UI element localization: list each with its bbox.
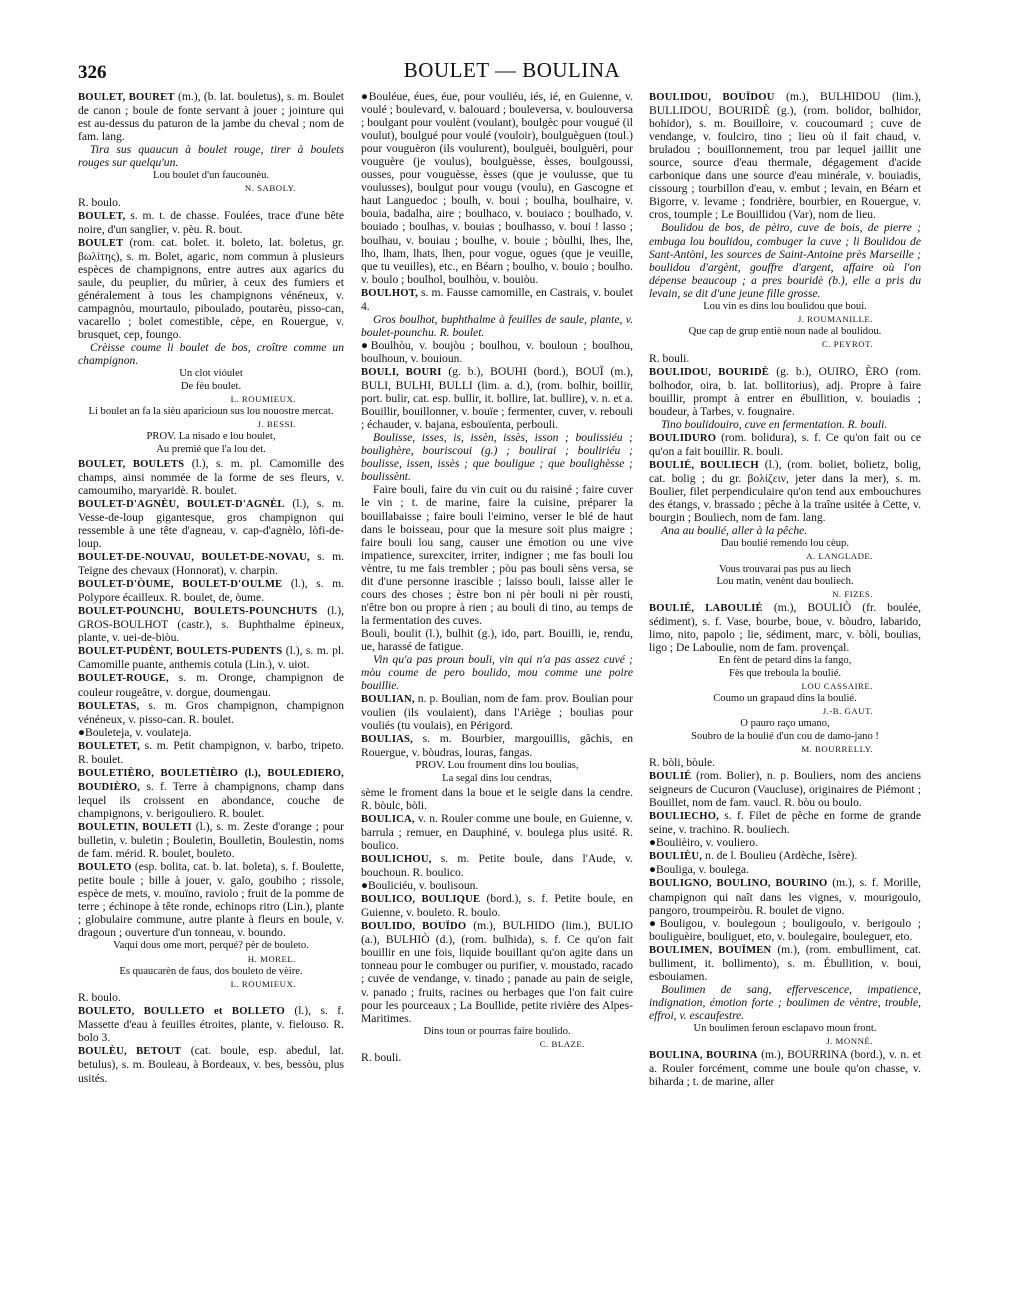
dictionary-entry (78, 457, 344, 497)
entry-definition: (cat. boule, esp. abedul, lat. betulus), s. m. Bouleau, à Bordeaux, v. bes, bessòu, plus usités. (78, 1044, 344, 1085)
column-1 (78, 90, 344, 1085)
example-text (649, 983, 921, 1022)
entry-headword: BOULETO, BOULLETO et BOLLETO (78, 1006, 285, 1018)
entry-definition: (m.), BULHIDOU (lim.), BULLIDOU, BOURIDÈ (g.), (rom. bolidor, bolhidor, bohidor), s. m. Bouilloire, v. coucoumard ; cuve de vendange, v. foulciro, tino ; lieu où il fait chaud, v. bruladou ; bouillonnement, trou par lequel jaillit une source, source d'eau thermale, dégagement d'acide carbonique dans une source d'eau minérale, v. bouiadis, cissourg ; tourbillon d'eau, v. embut ; levain, en Béarn et Bigorre, v. levame ; fondrière, bourbier, en Rouergue, v. cros, toumple ; Le Bouillidou (Var), nom de lieu. (649, 90, 921, 222)
example-text (361, 431, 633, 483)
quotation-line: Un boulimen feroun esclapavo moun front. (693, 1022, 877, 1034)
entry-definition: (m.), BULHIDO (lim.), BULIO (a.), BULHIÒ (d.), (rom. bulhida), s. f. Ce qu'on fait bouillir en une fois, liquide bouillant qu'on agite dans un tonneau pour le combuger ou purifier, v. moustado, racado ; cuvée de vendange, v. tinado ; panade au pain de seigle, v. panado ; fruits, racines ou herbages que l'on fait cuire pour les pourceaux ; La Boullide, petite rivière des Alpes-Maritimes. (361, 919, 633, 1025)
quotation-source: N. FIZES. (832, 589, 873, 600)
entry-headword: BOULETIÈRO, BOULETIÈIRO (l.), BOULEDIERO, BOUDIÈRO, (78, 767, 344, 793)
entry-headword: BOULET-ROUGE, (78, 673, 169, 685)
quotation (649, 564, 921, 601)
quotation-source: J.-B. GAUT. (822, 706, 873, 717)
dictionary-entry (361, 339, 633, 365)
entry-definition: (m.), (b. lat. bouletus), s. m. Boulet de canon ; boule de fonte servant à jouer ; jointure qui est au-dessus du paturon de la jambe du cheval ; nom de fam. lang. (78, 90, 344, 144)
entry-text: R. boulo. (78, 991, 121, 1005)
quotation-line: En fènt de petard dins la fango, (718, 655, 852, 667)
entry-definition: s. f. Filet de pêche en forme de grande seine, v. trachino. R. bouliech. (649, 809, 921, 837)
quotation-line: Lou vin es dins lou boulidou que boui. (703, 300, 867, 312)
quotation (649, 326, 921, 350)
entry-definition: (l.), s. m. pl. Camomille des champs, ainsi nommée de la forme de ses fleurs, v. camoumiho, maryaridè. R. boulet. (78, 456, 344, 497)
dictionary-entry (78, 820, 344, 860)
quotation-source: J. BESSI. (257, 419, 296, 430)
entry-definition: n. p. Boulian, nom de fam. prov. Boulian pour voulien (ils voulaient), dans l'Ariège ; boulias pour vouliés (tu voulais), en Périgord. (361, 692, 633, 733)
entry-definition: s. m. Teigne des chevaux (Honnorat), v. charpin. (78, 550, 344, 578)
dictionary-entry (78, 90, 344, 143)
entry-headword: BOULET (78, 237, 124, 249)
entry-headword: BOULET-D'AGNÈU, BOULET-D'AGNÈL (78, 498, 285, 510)
entry-headword: BOULIAN, (361, 694, 415, 706)
entry-headword: BOULIDOU, BOURIDÈ (649, 366, 770, 378)
quotation (78, 406, 344, 430)
quotation-line: Vaqui dous ome mort, perqué? pèr de bouleto. (113, 940, 309, 952)
entry-text: R. boulo. (78, 195, 121, 209)
entry-definition: (m.), BOULIÒ (fr. boulée, sédiment), s. f. Vase, bourbe, boue, v. bòudro, labarido, limo, nito, papolo ; lie, sédiment, marc, v. bòli, boulias, ligo ; De Laboulie, nom de fam. provençal. (649, 601, 921, 655)
entry-headword: BOULIAS, (361, 734, 413, 746)
quotation (649, 718, 921, 755)
entry-definition: s. m. Bourbier, margouillis, gâchis, en Rouergue, v. bòudras, louras, fangas. (361, 732, 633, 760)
entry-headword: BOULIDOU, BOUÏDOU (649, 92, 775, 103)
dictionary-entry (649, 876, 921, 916)
entry-headword: BOULIDURO (649, 432, 717, 444)
entry-definition: (rom. bolidura), s. f. Ce qu'on fait ou ce qu'on a fait bouillir. R. bouli. (649, 430, 921, 458)
quotation-line: Que cap de grup entiè noun nade al boulidou. (688, 326, 882, 338)
entry-text: Vin qu'a pas proun bouli, vin qui n'a pas assez cuvé ; mòu coume de pero boulido, mou comme une poire bouillie. (361, 653, 633, 693)
entry-text: sème le froment dans la boue et le seigle dans la cendre. R. bòulc, bòli. (361, 785, 633, 812)
dictionary-entry (361, 732, 633, 759)
example-text (649, 418, 921, 431)
entry-definition: s. m. Fausse camomille, en Castrais, v. boulet 4. (361, 285, 633, 313)
dictionary-entry (649, 352, 921, 365)
example-text (649, 524, 921, 537)
entry-text: R. bouli. (361, 1051, 402, 1065)
dictionary-entry (649, 836, 921, 849)
example-text (361, 313, 633, 339)
entry-headword: BOULET-D'ÒUME, BOULET-D'OULME (78, 579, 283, 591)
entry-text: ●Bouligou, v. boulegoun ; bouligoulo, v. berigoulo ; bouliguèire, bouliguet, eto, v. boulegaire, boulegueт, eto. (649, 916, 921, 943)
entry-definition: (l.), GROS-BOULHOT (castr.), s. Buphthalme épineux, plante, v. uei-de-biòu. (78, 604, 345, 645)
example-text (361, 653, 633, 692)
entry-headword: BOULHOT, (361, 287, 419, 299)
quotation-source: N. SABOLY. (244, 183, 296, 194)
entry-headword: BOULIECHO, (649, 811, 719, 823)
quotation-source: J. ROUMANILLE. (797, 313, 873, 324)
dictionary-entry (649, 917, 921, 943)
running-head: BOULET — BOULINA (403, 58, 621, 82)
entry-text: ●Boulièiro, v. vouliero. (649, 836, 758, 850)
dictionary-entry (78, 236, 344, 341)
entry-definition: (bord.), s. f. Petite boule, en Guienne, v. bouleto. R. boulo. (361, 892, 633, 920)
entry-definition: n. de l. Boulieu (Ardèche, Isère). (702, 849, 858, 863)
dictionary-entry (78, 1044, 344, 1084)
entry-definition: (g. b.), OUIRO, ÈRO (rom. bolhodor, oira, b. lat. bollitorius), adj. Propre à faire bouillir, prompt à entrer en ébullition, v. bouiadis ; boudeur, à Tarbes, v. fougnaire. (649, 364, 921, 418)
entry-text: Tira sus quaucun à boulet rouge, tirer à boulets rouges sur quelqu'un. (78, 143, 344, 170)
dictionary-entry (78, 644, 344, 671)
quotation (649, 655, 921, 692)
quotation-source: A. LANGLADE. (806, 551, 873, 562)
dictionary-entry (361, 365, 633, 431)
dictionary-entry (361, 892, 633, 919)
quotation (649, 301, 921, 325)
entry-headword: BOULIÉ, BOULIECH (649, 459, 759, 471)
entry-definition: (m.), BOURRINA (bord.), v. n. et a. Rouler forcément, comme une boule qu'on chasse, v. biharda ; t. de marine, aller (649, 1048, 921, 1089)
dictionary-entry (78, 671, 344, 698)
quotation (649, 693, 921, 717)
quotation (78, 431, 344, 455)
dictionary-entry (78, 1004, 344, 1044)
entry-text: Gros boulhot, buphthalme à feuilles de saule, plante, v. boulet-pounchu. R. boulet. (361, 312, 633, 339)
entry-headword: BOULET-POUNCHU, BOULETS-POUNCHUTS (78, 606, 318, 618)
dictionary-entry (78, 739, 344, 766)
entry-headword: BOULIÉ, LABOULIÉ (649, 603, 763, 615)
entry-text: Boulisse, isses, is, issèn, issès, isson ; boulissiéu ; boulighère, bouriscoui (g.) ; boulirai ; bouliriéu ; boulisse, issen, issès ; que bouligue ; que boulighèsse ; boulissènt. (361, 431, 633, 484)
entry-headword: BOULIMEN, BOUÏMEN (649, 944, 772, 956)
quotation (361, 760, 633, 784)
entry-definition: s. m. Petite boule, dans l'Aude, v. bouchoun. R. boulico. (361, 852, 633, 880)
dictionary-entry (649, 943, 921, 983)
column-3 (649, 90, 921, 1089)
quotation-line: O pauro raço umano, (740, 718, 830, 730)
dictionary-entry (78, 550, 344, 577)
entry-definition: (rom. cat. bolet. it. boleto, lat. boletus, gr. βωλίτης), s. m. Bolet, agaric, nom commun à plusieurs espèces de champignons, entre autres aux agarics du saule, du peuplier, du mûrier, à ceux des fumiers et généralement à tous les champignons vénéneux, v. campagnòu, mourtaulo, piboulado, poutarèu, pisso-can, vacarello ; bolet comestible, cèpe, en Rouergue, v. brusquet, cep, foungo. (78, 235, 344, 342)
dictionary-entry (649, 809, 921, 836)
dictionary-entry (78, 196, 344, 209)
entry-headword: BOULIÈU, (649, 851, 703, 863)
page-number: 326 (78, 62, 107, 83)
entry-headword: BOULETAS, (78, 700, 140, 712)
entry-headword: BOULET-DE-NOUVAU, BOULET-DE-NOVAU, (78, 552, 310, 564)
entry-definition: (m.), s. f. Morille, champignon qui naît dans les vignes, v. mourigoulo, pangoro, troumpeiròu. R. boulet de vigno. (649, 876, 921, 917)
quotation-line: Dau boulié remendo lou cèup. (721, 538, 849, 550)
dictionary-entry (78, 577, 344, 604)
quotation-line: Soubro de la boulié d'un cou de damo-jano ! (691, 730, 879, 742)
quotation (78, 966, 344, 990)
dictionary-entry (78, 726, 344, 739)
entry-definition: s. m. t. de chasse. Foulées, trace d'une bête noire, d'un sanglier, v. pèu. R. bout. (78, 208, 344, 236)
dictionary-entry (361, 483, 633, 627)
quotation-line: Lou matin, venènt dau bouliech. (716, 575, 854, 587)
entry-definition: (g. b.), BOUHI (bord.), BOUÏ (m.), BULI, BULHI, BULLI (lim. a. d.), (rom. bolhir, boillir, port. bulir, cat. esp. bullir, it. bollire, lat. bullire), v. n. et a. Bouillir, bouillonner, v. bouïe ; fermenter, cuver, v. rebouli ; échauder, v. bajana, esbouïenta, perbouli. (361, 364, 633, 432)
quotation (78, 368, 344, 405)
dictionary-entry (649, 365, 921, 418)
dictionary-entry (361, 1051, 633, 1064)
dictionary-entry (78, 766, 344, 820)
entry-headword: BOULIGNO, BOULINO, BOURINO (649, 878, 828, 890)
dictionary-entry (361, 879, 633, 892)
dictionary-entry (649, 863, 921, 876)
dictionary-entry (361, 812, 633, 852)
quotation-source: L. ROUMIEUX. (230, 393, 296, 404)
entry-definition: (l.), s. m. Zeste d'orange ; pour bulletin, v. buletin ; Bouletin, Boulletin, Boulestin, noms de fam. mérid. R. boulet, bouleto. (78, 819, 344, 861)
quotation (78, 940, 344, 964)
entry-text: ●Bouléue, éues, éue, pour vouliéu, iés, ié, en Guienne, v. voulé ; boulevard, v. balouard ; bouleversa, v. boulouversa ; boulgant pour voulènt (voulant), boulgèc pour vougué (il voulut), boulgué pour voulé (vouloir), boulguèguen (toul.) pour vouguèron (ils voulurent), boulguèi, boulguèri, pour vouguère (je voulus), boulguèsse, èsses, boulgoussi, ousses, pour vouguèsse, èsses (que je voulusse, que tu voulusses), boulgut pour vougu (voulu), en Gascogne et haut Languedoc ; boulh, v. boui ; boulha, boulhaire, v. bouia, badalha, aire ; boulhaco, v. bouiaco ; boulhado, v. bouiado ; boulhas, v. bouias ; boulhasso, v. boui ! lasso ; boulhau, v. bouiau ; boulhe, v. bouie ; bòulhi, lhes, lhe, lho, lham, lhats, lhen, pour vogue, ogues (que je veuille, que tu veuilles), etc., en Béarn ; boulho, v. bouio ; boulho. v. boulo ; boulhol, boulhòu, v. bouiòu. (361, 90, 633, 286)
dictionary-entry (361, 286, 633, 313)
entry-definition: (rom. Bolier), n. p. Bouliers, nom des anciens seigneurs de Cucuron (Vaucluse), originaires de Piémont ; Bouillet, nom de fam. vaucl. R. bòu ou boulo. (649, 769, 921, 810)
entry-definition: (m.), (rom. embulliment, cat. bulliment, it. bollimento), s. m. Ébullition, v. boui, esbouiamen. (649, 942, 921, 983)
example-text (78, 341, 344, 367)
quotation-source: L. ROUMIEUX. (230, 979, 296, 990)
quotation (361, 1026, 633, 1050)
dictionary-entry (78, 604, 344, 644)
entry-headword: BOULETO (78, 862, 132, 874)
column-2 (361, 90, 633, 1064)
entry-headword: BOULIÉ (649, 771, 692, 783)
entry-text: Bouli, boulit (l.), bulhit (g.), ido, part. Bouilli, ie, rendu, ue, harassé de fatigue. (361, 626, 633, 653)
quotation-line: Vous trouvarai pas pus au liech (719, 563, 851, 575)
quotation-source: J. MONNÉ. (826, 1036, 873, 1047)
entry-text: Tino boulidouiro, cuve en fermentation. R. bouli. (661, 417, 888, 431)
quotation-line: Au premié que l'a lou det. (156, 443, 266, 455)
quotation-line: De fèu boulet. (180, 380, 242, 392)
quotation (649, 538, 921, 562)
dictionary-entry (78, 991, 344, 1004)
entry-definition: (l.), s. m. pl. Camomille puante, anthemis cotula (Lin.), v. uiot. (78, 644, 345, 672)
entry-text: Boulidou de bos, de pèiro, cuve de bois, de pierre ; embuga lou boulidou, combuger la cuve ; li Boulidou de Sant-Antòni, les sources de Saint-Antoine près Marseille ; boulidou d'argènt, gouffre d'argent, affaire où l'on dépense beaucoup ; a pres bouridè (b.), elle a pris du levain, se dit d'une jeune fille grosse. (649, 221, 921, 300)
entry-text: R. bòli, bòule. (649, 756, 716, 770)
quotation (649, 1023, 921, 1047)
entry-text: R. bouli. (649, 351, 690, 365)
entry-text: ●Bouliciéu, v. boulisoun. (361, 879, 479, 893)
entry-headword: BOULET, BOURET (78, 92, 175, 103)
entry-text: Faire bouli, faire du vin cuit ou du raisiné ; faire cuver le vin ; t. de marine, faire la cuisine, préparer la bouillabaisse ; faire bouli l'eimino, verser le blé de haut dans le boisseau, pour que la mesure soit plus maigre ; faire bouli lou sang, causer une émotion ou une vive impatience, surexciter, irriter, indigner ; me fas bouli lou vèntre, tu me fais trembler ; pòu pas bouli sèns versa, se dit d'une personne irascible ; laisso bouli, laisse aller le cours des choses ; èstre bon ni pèr bouli ni pèr rousti, n'être bon ou propre à rien ; au bouli di tino, au temps de la fermentation des cuves. (361, 483, 633, 627)
entry-text: Crèisse coume li boulet de bos, croître comme un champignon. (78, 341, 344, 368)
entry-text: ●Bouleteja, v. voulateja. (78, 725, 192, 739)
quotation-line: Coumo un grapaud dins la boulié. (713, 693, 857, 705)
entry-headword: BOULETIN, BOULETI (78, 821, 192, 833)
dictionary-entry (649, 769, 921, 809)
entry-definition: (l.), s. m. Polypore écailleux. R. boulet, de, òume. (78, 577, 344, 605)
entry-headword: BOULICHOU, (361, 854, 432, 866)
quotation-line: Fès que treboula la boulié. (728, 667, 842, 679)
quotation-line: La segal dins lou cendras, (442, 772, 552, 784)
quotation-source: LOU CASSAIRE. (801, 680, 873, 691)
quotation-line: Dins toun or pourras faire boulido. (423, 1025, 571, 1037)
entry-text: Ana au boulié, aller à la pêche. (661, 524, 808, 538)
quotation-line: Es quaucarèn de faus, dos bouleto de vèire. (119, 965, 303, 977)
dictionary-entry (649, 90, 921, 221)
dictionary-entry (649, 756, 921, 769)
quotation-source: C. BLAZE. (539, 1038, 585, 1049)
dictionary-entry (361, 919, 633, 1024)
entry-definition: s. f. Terre à champignons, champ dans lequel ils croissent en abondance, couche de champignons, v. berigouliero. R. boulet. (78, 779, 344, 820)
dictionary-entry (361, 786, 633, 812)
entry-definition: s. m. Gros champignon, champignon vénéneux, v. pisso-can. R. boulet. (78, 698, 344, 726)
dictionary-entry (649, 849, 921, 863)
dictionary-entry (78, 860, 344, 939)
quotation-source: C. PEYROT. (821, 339, 873, 350)
dictionary-entry (361, 692, 633, 732)
dictionary-entry (78, 699, 344, 726)
entry-headword: BOULET, BOULETS (78, 458, 185, 470)
example-text (78, 143, 344, 169)
dictionary-entry (361, 852, 633, 879)
quotation-source: H. MOREL. (247, 953, 296, 964)
quotation-line: Un clot vióulet (179, 368, 243, 380)
entry-definition: v. n. Rouler comme une boule, en Guienne, v. barrula ; remuer, en Dauphiné, v. boulega plus usité. R. boulico. (361, 811, 633, 852)
entry-definition: (l.), (rom. boliet, bolietz, bolig, cat. bolig ; du gr. βολίζειν, jeter dans la mer), s. m. Boulier, filet perpendiculaire qu'on tend aux embouchures des étangs, v. brassado ; pêche à la traîne usitée à Cette, v. bourgin ; Bouliech, nom de fam. lang. (649, 457, 922, 525)
entry-definition: s. m. Oronge, champignon de couleur rougeâtre, v. dorgue, doumengau. (78, 671, 344, 699)
quotation-line: Lou boulet d'un faucounèu. (152, 170, 270, 182)
dictionary-entry (649, 1048, 921, 1088)
entry-definition: (l.), s. f. Massette d'eau à feuilles étroites, plante, v. fielouso. R. bolo 3. (78, 1004, 344, 1045)
entry-definition: (esp. bolita, cat. b. lat. boleta), s. f. Boulette, petite boule ; bille à jouer, v. galo, goubiho ; rissole, espèce de mets, v. mouïno, raviolo ; fruit de la pomme de terre ; échinope à tête ronde, echinops ritro (Lin.), plante ; globulaire commune, autre plante à fleurs en boule, v. dragoun ; ouverture d'un tonneau, v. boundo. (78, 860, 344, 940)
dictionary-entry (649, 458, 921, 524)
entry-headword: BOULETET, (78, 740, 140, 752)
dictionary-entry (78, 209, 344, 236)
example-text (649, 221, 921, 299)
quotation-source: M. BOURRELLY. (801, 743, 873, 754)
dictionary-entry (78, 497, 344, 550)
entry-definition: (l.), s. m. Vesse-de-loup gigantesque, gros champignon qui ressemble à une tête d'agneau, v. cap-d'agnèlo, lòfi-de-loup. (78, 496, 344, 550)
dictionary-entry (649, 431, 921, 458)
entry-headword: BOULINA, BOURINA (649, 1050, 758, 1062)
entry-text: ●Bouliga, v. boulega. (649, 863, 749, 877)
entry-headword: BOULET-PUDÈNT, BOULETS-PUDENTS (78, 646, 283, 658)
entry-headword: BOULÈU, BETOUT (78, 1046, 182, 1058)
dictionary-entry (361, 90, 633, 286)
dictionary-entry (649, 601, 921, 654)
entry-headword: BOULI, BOURI (361, 366, 442, 378)
entry-headword: BOULET, (78, 210, 126, 222)
dictionary-entry (361, 627, 633, 653)
quotation-line: Li boulet an fa la sièu aparicioun sus lou nouostre mercat. (88, 405, 334, 417)
entry-headword: BOULICA, (361, 813, 415, 825)
entry-definition: s. m. Petit champignon, v. barbo, tripeto. R. boulet. (78, 738, 344, 766)
entry-headword: BOULIDO, BOUÏDO (361, 921, 467, 933)
entry-text: ●Boulhòu, v. boujòu ; boulhou, v. bouloun ; boulhou, boulhoun, v. bouioun. (361, 338, 633, 365)
quotation (78, 170, 344, 194)
entry-text: Boulimen de sang, effervescence, impatience, indignation, émotion forte ; boulimen de vèntre, trouble, effroi, v. escaufestre. (649, 982, 921, 1022)
entry-headword: BOULICO, BOULIQUE (361, 894, 481, 906)
quotation-line: PROV. Lou froument dins lou boulias, (415, 760, 579, 772)
quotation-line: PROV. La nisado e lou boulet, (146, 431, 276, 443)
